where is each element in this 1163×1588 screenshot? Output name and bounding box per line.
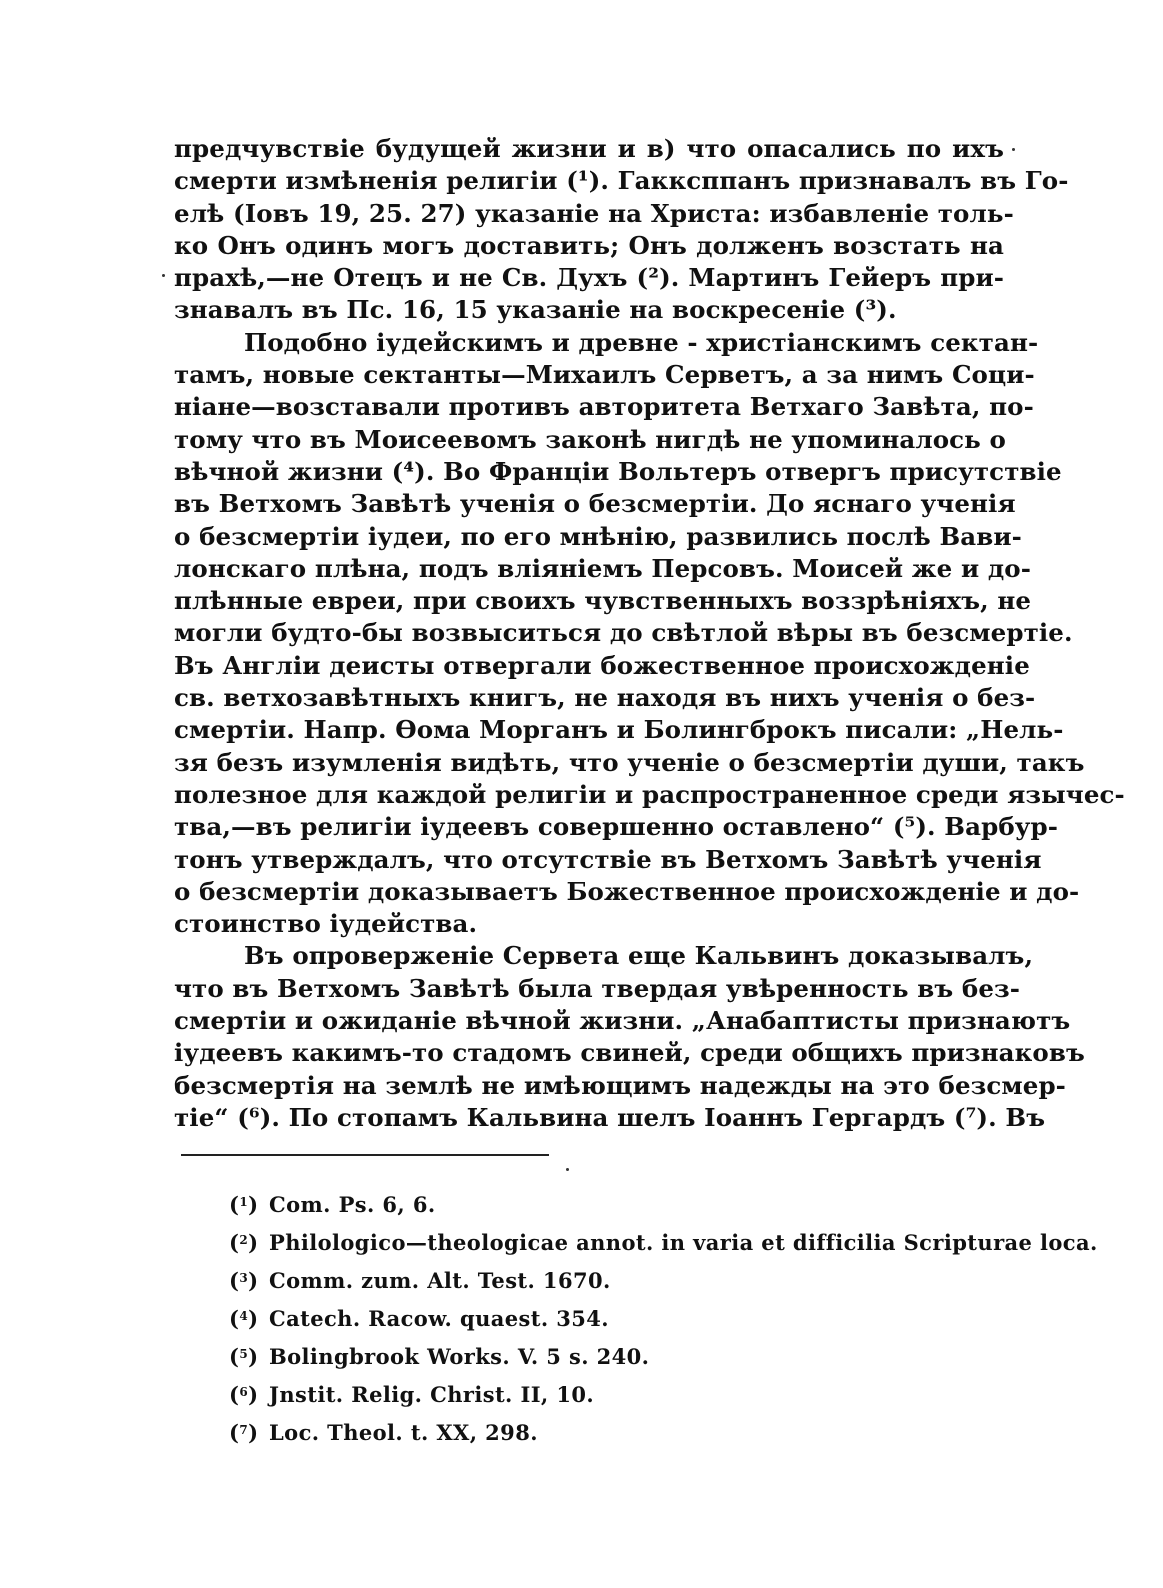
text-line: смертіи и ожиданіе вѣчной жизни. „Анабаптисты признаютъ xyxy=(174,1006,1071,1036)
footnote xyxy=(229,1335,1009,1373)
text-line: вѣчной жизни (⁴). Во Франціи Вольтеръ отвергъ присутствіе xyxy=(174,456,1062,486)
text-line: безсмертія на землѣ не имѣющимъ надежды на это безсмер- xyxy=(174,1070,1066,1100)
print-speck xyxy=(1012,148,1015,151)
text-line: ніане—возставали противъ авторитета Ветхаго Завѣта, по- xyxy=(174,392,1034,422)
text-line: тва,—въ религіи іудеевъ совершенно оставлено“ (⁵). Варбур- xyxy=(174,812,1059,842)
footnote-text: Comm. zum. Alt. Test. 1670. xyxy=(269,1268,611,1293)
text-line: іудеевъ какимъ-то стадомъ свиней, среди общихъ признаковъ xyxy=(174,1038,1085,1068)
text-line: Въ Англіи деисты отвергали божественное происхожденіе xyxy=(174,650,1030,680)
print-speck xyxy=(162,274,165,277)
footnote-mark: ($^7$) xyxy=(229,1420,259,1445)
text-line: тому что въ Моисеевомъ законѣ нигдѣ не упоминалось о xyxy=(174,424,1006,454)
text-line: тонъ утверждалъ, что отсутствіе въ Ветхомъ Завѣтѣ ученія xyxy=(174,844,1042,874)
footnote-mark: ($^2$) xyxy=(229,1230,259,1255)
footnote-mark: ($^6$) xyxy=(229,1382,259,1407)
footnote-text: Bolingbrook Works. V. 5 s. 240. xyxy=(269,1344,650,1369)
footnote-text: Jnstit. Relig. Christ. II, 10. xyxy=(269,1382,595,1407)
print-speck xyxy=(566,1168,569,1171)
footnote-text: Catech. Racow. quaest. 354. xyxy=(269,1306,609,1331)
footnotes xyxy=(229,1183,1098,1449)
footnote-text: Loc. Theol. t. XX, 298. xyxy=(269,1420,538,1445)
footnote xyxy=(229,1183,1009,1221)
footnote xyxy=(229,1373,1009,1411)
text-line: смерти измѣненія религіи (¹). Гакксппанъ признавалъ въ Го- xyxy=(174,166,1069,196)
text-line: могли будто-бы возвыситься до свѣтлой вѣры въ безсмертіе. xyxy=(174,618,1073,648)
footnote-mark: ($^1$) xyxy=(229,1192,259,1217)
text-line: зя безъ изумленія видѣть, что ученіе о безсмертіи души, такъ xyxy=(174,747,1085,777)
text-line: предчувствіе будущей жизни и в) что опасались по ихъ xyxy=(174,134,1004,163)
text-line: смертіи. Напр. Ѳома Морганъ и Болингброкъ писали: „Нель- xyxy=(174,715,1064,745)
footnote-text: Philologico—theologicae annot. in varia et difficilia Scripturae loca. xyxy=(269,1230,1098,1255)
text-line: въ Ветхомъ Завѣтѣ ученія о безсмертіи. До яснаго ученія xyxy=(174,489,1016,519)
text-line: прахѣ,—не Отецъ и не Св. Духъ (²). Мартинъ Гейеръ при- xyxy=(174,263,1004,293)
text-line: о безсмертіи доказываетъ Божественное происхожденіе и до- xyxy=(174,876,1080,906)
text-line: елѣ (Іовъ 19, 25. 27) указаніе на Христа: избавленіе толь- xyxy=(174,198,1014,228)
main-text xyxy=(174,133,1125,1134)
text-line: лонскаго плѣна, подъ вліяніемъ Персовъ. Моисей же и до- xyxy=(174,553,1032,583)
text-line: о безсмертіи іудеи, по его мнѣнію, развились послѣ Вави- xyxy=(174,521,1022,551)
footnote-mark: ($^4$) xyxy=(229,1306,259,1331)
text-line: ко Онъ одинъ могъ доставить; Онъ долженъ возстать на xyxy=(174,230,1004,260)
text-line: что въ Ветхомъ Завѣтѣ была твердая увѣренность въ без- xyxy=(174,973,1021,1003)
footnote xyxy=(229,1297,1009,1335)
text-line: Подобно іудейскимъ и древне - христіанскимъ сектан- xyxy=(244,327,1039,357)
text-line: св. ветхозавѣтныхъ книгъ, не находя въ нихъ ученія о без- xyxy=(174,683,1036,713)
text-line: полезное для каждой религіи и распространенное среди язычес- xyxy=(174,779,1125,809)
footnote-mark: ($^3$) xyxy=(229,1268,259,1293)
text-line: стоинство іудейства. xyxy=(174,909,478,939)
text-line: Въ опроверженіе Сервета еще Кальвинъ доказывалъ, xyxy=(244,941,1034,971)
footnote-mark: ($^5$) xyxy=(229,1344,259,1369)
text-line: тамъ, новые сектанты—Михаилъ Серветъ, а за нимъ Соци- xyxy=(174,360,1035,390)
footnote xyxy=(229,1221,1098,1259)
footnote-text: Com. Ps. 6, 6. xyxy=(269,1192,436,1217)
footnote xyxy=(229,1411,1009,1449)
text-line: знавалъ въ Пс. 16, 15 указаніе на воскресеніе (³). xyxy=(174,295,897,325)
footnote-divider xyxy=(181,1154,549,1156)
text-line: тіе“ (⁶). По стопамъ Кальвина шелъ Іоаннъ Гергардъ (⁷). Въ xyxy=(174,1102,1046,1132)
footnote xyxy=(229,1259,1009,1297)
text-line: плѣнные евреи, при своихъ чувственныхъ воззрѣніяхъ, не xyxy=(174,586,1032,616)
